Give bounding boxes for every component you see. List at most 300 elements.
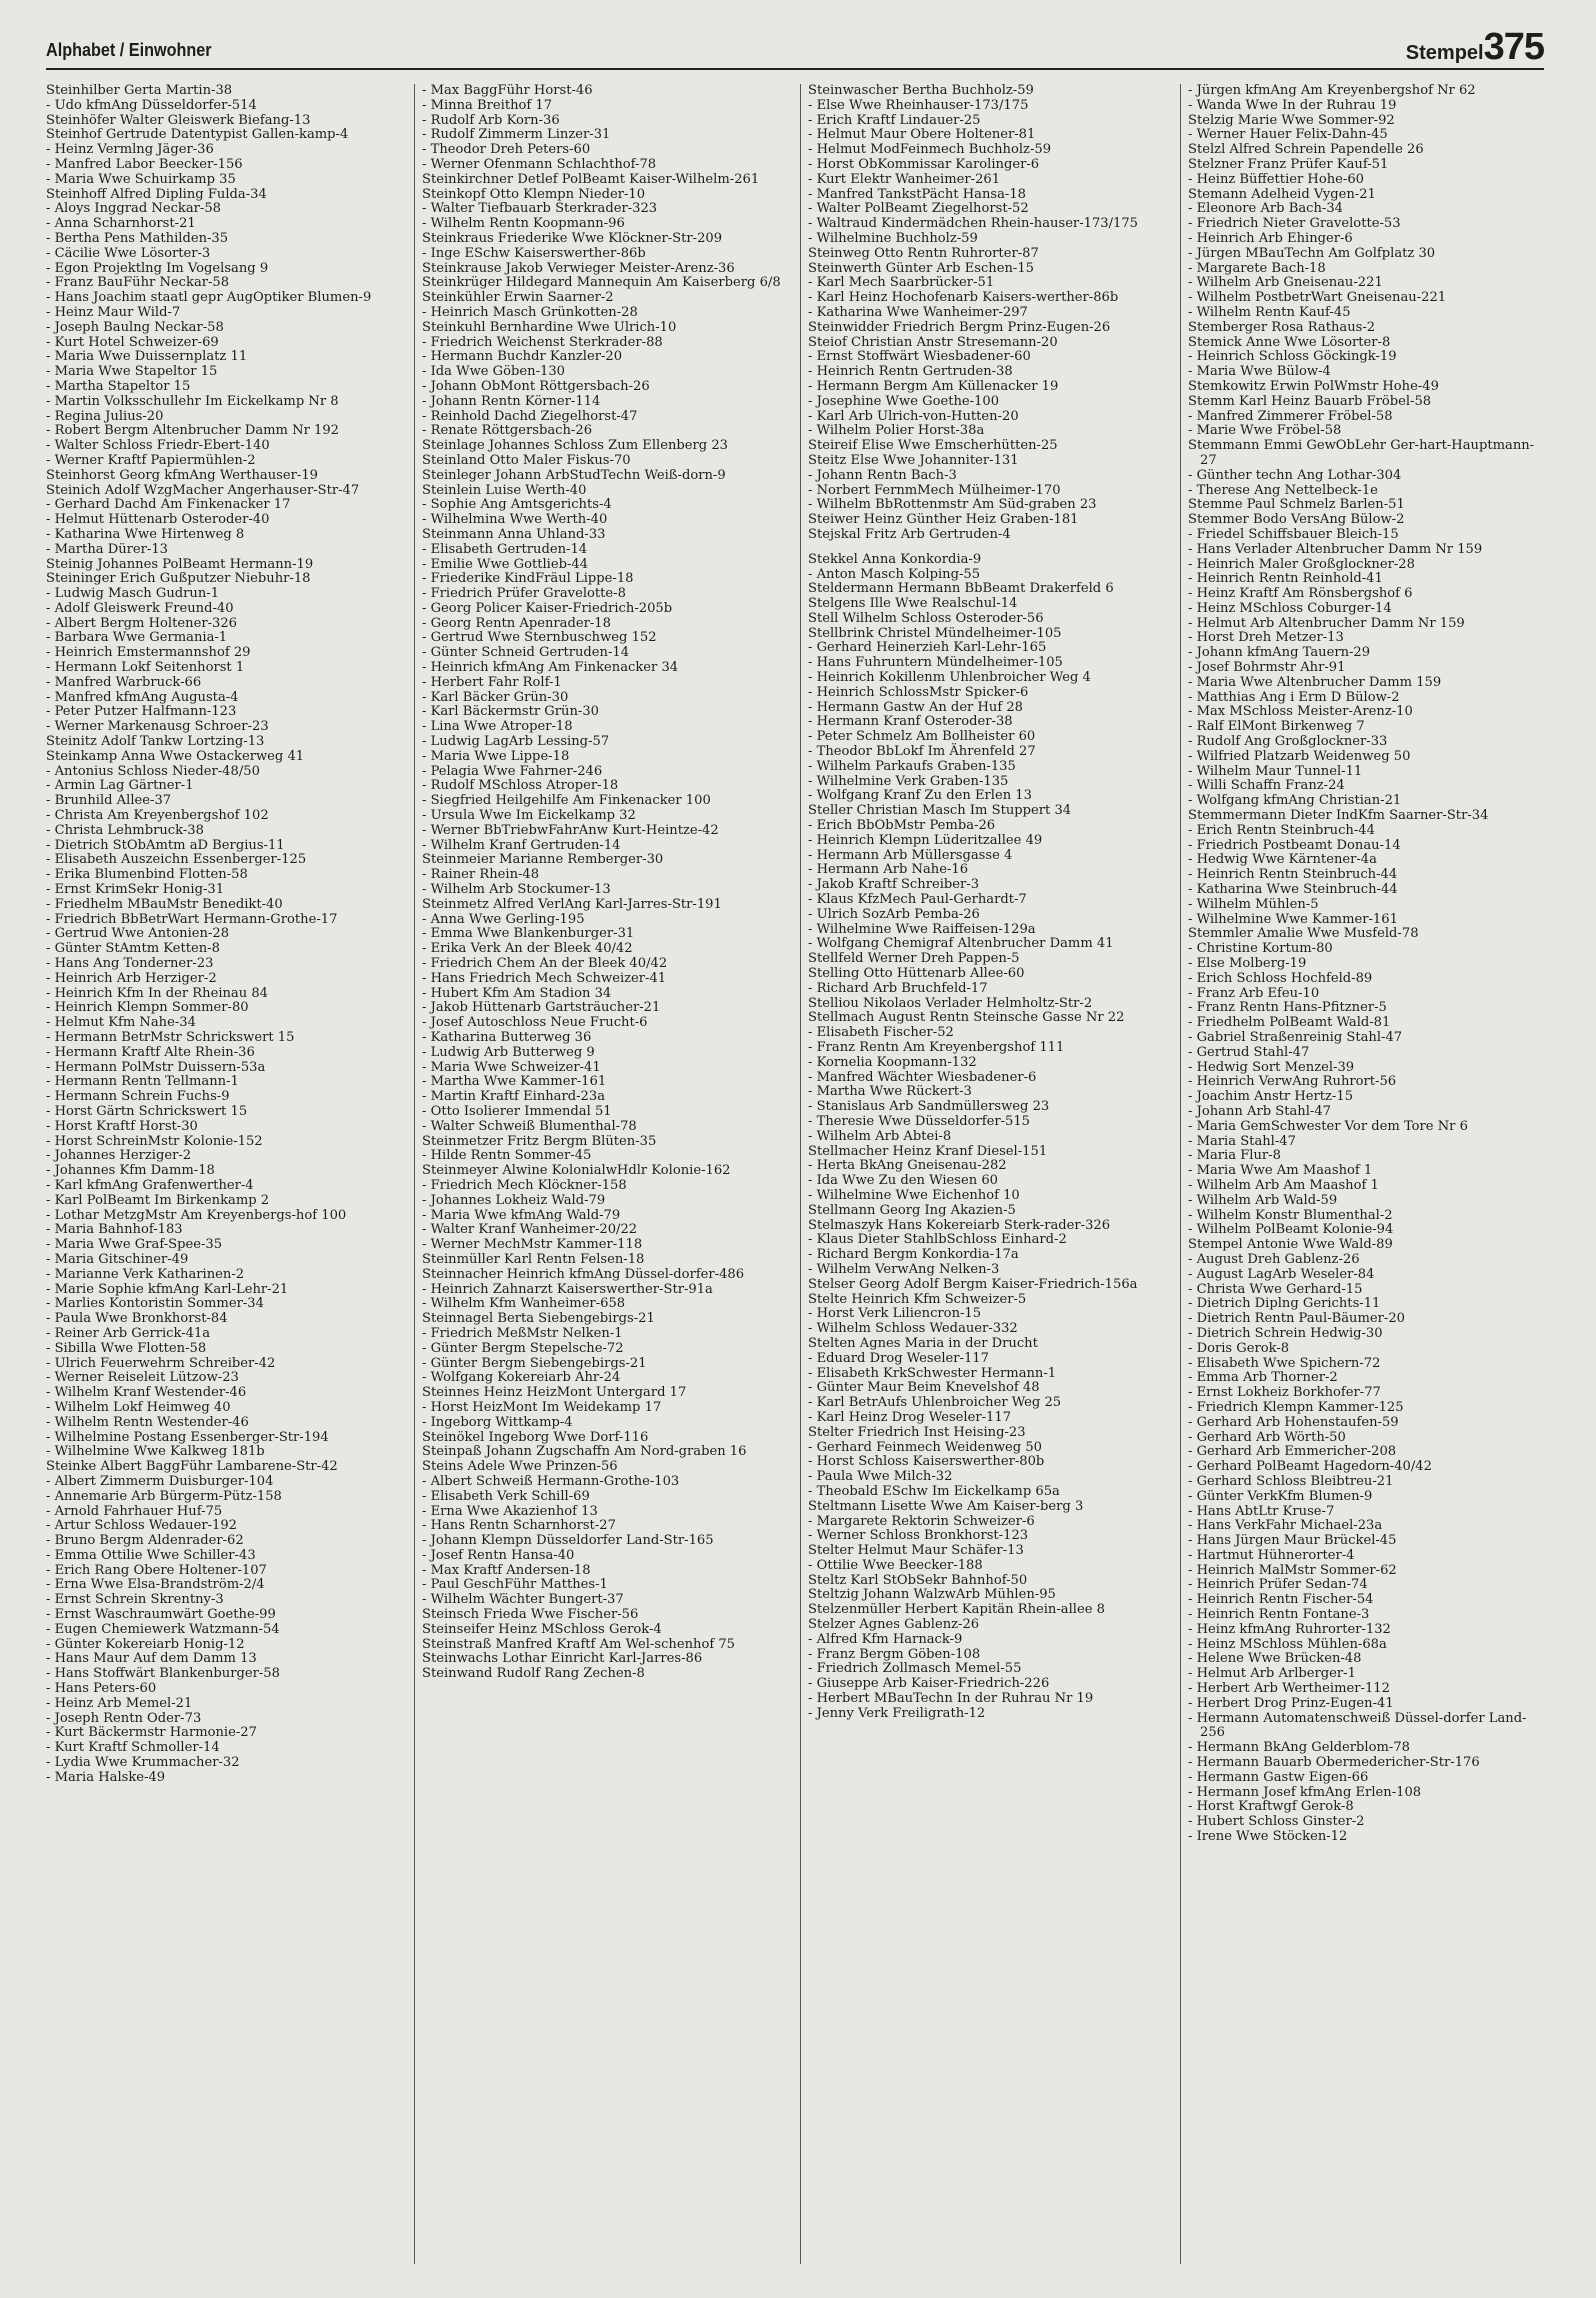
directory-entry: - Richard Bergm Konkordia-17a [808, 1247, 1019, 1263]
directory-entry: - Johannes Lokheiz Wald-79 [422, 1192, 606, 1208]
directory-entry: - Ottilie Wwe Beecker-188 [808, 1557, 983, 1573]
directory-entry: - Gerhard PolBeamt Hagedorn-40/42 [1188, 1459, 1432, 1475]
directory-entry: - Franz BauFühr Neckar-58 [46, 275, 230, 291]
directory-entry: - Willi Schaffn Franz-24 [1188, 778, 1345, 794]
directory-entry: Steinwerth Günter Arb Eschen-15 [808, 260, 1035, 276]
directory-entry: - Josef Rentn Hansa-40 [422, 1547, 575, 1563]
directory-entry: - Hans Friedrich Mech Schweizer-41 [422, 970, 667, 986]
directory-entry: - Erich Rentn Steinbruch-44 [1188, 822, 1375, 838]
column-2 [422, 84, 782, 2264]
directory-entry: - Karl PolBeamt Im Birkenkamp 2 [46, 1192, 270, 1208]
directory-entry: Stellmach August Rentn Steinsche Gasse Nr 22 [808, 1010, 1125, 1026]
directory-entry: - Wilhelm Mühlen-5 [1188, 896, 1319, 912]
directory-entry: - Maria GemSchwester Vor dem Tore Nr 6 [1188, 1118, 1468, 1134]
directory-entry: - Heinrich Schloss Göckingk-19 [1188, 349, 1397, 365]
directory-entry: Steinkuhl Bernhardine Wwe Ulrich-10 [422, 319, 677, 335]
directory-entry: - Otto Isolierer Immendal 51 [422, 1103, 612, 1119]
directory-entry: Steinwachs Lothar Einricht Karl-Jarres-86 [422, 1651, 703, 1667]
directory-entry: Stellfeld Werner Dreh Pappen-5 [808, 951, 1020, 967]
directory-entry: - Katharina Wwe Steinbruch-44 [1188, 882, 1398, 898]
directory-entry: - Günter Bergm Siebengebirgs-21 [422, 1355, 647, 1371]
directory-entry: - Karl BetrAufs Uhlenbroicher Weg 25 [808, 1395, 1062, 1411]
directory-entry: - Emma Ottilie Wwe Schiller-43 [46, 1547, 256, 1563]
directory-entry: - Horst Schloss Kaiserswerther-80b [808, 1454, 1045, 1470]
directory-entry: - Manfred Zimmerer Fröbel-58 [1188, 408, 1393, 424]
directory-entry: - Heinrich Zahnarzt Kaiserswerther-Str-91a [422, 1281, 713, 1297]
directory-entry: - Rudolf MSchloss Atroper-18 [422, 778, 619, 794]
directory-entry: - Ulrich SozArb Pemba-26 [808, 906, 980, 922]
directory-entry: Stelzner Franz Prüfer Kauf-51 [1188, 156, 1389, 172]
directory-entry: - Wilhelm Arb Am Maashof 1 [1188, 1177, 1379, 1193]
directory-entry: - Dietrich Rentn Paul-Bäumer-20 [1188, 1311, 1405, 1327]
directory-entry: - Friederike KindFräul Lippe-18 [422, 571, 634, 587]
directory-entry: - Werner Kraftf Papiermühlen-2 [46, 452, 256, 468]
directory-entry: Stelte Heinrich Kfm Schweizer-5 [808, 1291, 1027, 1307]
directory-entry: - Johann Klempn Düsseldorfer Land-Str-165 [422, 1533, 714, 1549]
directory-entry: - Wilhelm Lokf Heimweg 40 [46, 1399, 231, 1415]
directory-entry: - Horst Gärtn Schrickswert 15 [46, 1103, 248, 1119]
directory-entry: - Wilhelm Schloss Wedauer-332 [808, 1321, 1018, 1337]
directory-entry: - Heinrich Klempn Sommer-80 [46, 1000, 249, 1016]
directory-entry: - Günter Bergm Stepelsche-72 [422, 1340, 624, 1356]
directory-entry: - Manfred TankstPächt Hansa-18 [808, 186, 1026, 202]
directory-entry: Steitz Else Wwe Johanniter-131 [808, 452, 1019, 468]
directory-entry: - Brunhild Allee-37 [46, 793, 172, 809]
directory-entry: - Cäcilie Wwe Lösorter-3 [46, 245, 211, 261]
running-head [1406, 26, 1544, 69]
directory-entry: - Friedrich Mech Klöckner-158 [422, 1177, 627, 1193]
directory-entry: - Herbert Fahr Rolf-1 [422, 674, 562, 690]
directory-entry: - Marianne Verk Katharinen-2 [46, 1266, 245, 1282]
directory-entry: - Paul GeschFühr Matthes-1 [422, 1577, 608, 1593]
directory-entry: - Ludwig LagArb Lessing-57 [422, 734, 610, 750]
directory-entry: - Christine Kortum-80 [1188, 941, 1333, 957]
directory-entry: - Georg Rentn Apenrader-18 [422, 615, 611, 631]
directory-entry: - Erich Kraftf Lindauer-25 [808, 112, 981, 128]
directory-entry: Steinpaß Johann Zugschaffn Am Nord-graben 16 [422, 1444, 747, 1460]
directory-entry: - Georg Policer Kaiser-Friedrich-205b [422, 600, 673, 616]
directory-entry: - Werner Reiseleit Lützow-23 [46, 1370, 239, 1386]
directory-entry: - Friedrich Klempn Kammer-125 [1188, 1399, 1404, 1415]
directory-entry: - Elisabeth Gertruden-14 [422, 541, 588, 557]
directory-entry: - Richard Arb Bruchfeld-17 [808, 980, 988, 996]
directory-entry: - Elisabeth Fischer-52 [808, 1025, 954, 1041]
directory-entry: Steinitz Adolf Tankw Lortzing-13 [46, 734, 265, 750]
directory-entry: - Josef Autoschloss Neue Frucht-6 [422, 1015, 648, 1031]
directory-entry: - Heinrich Rentn Fontane-3 [1188, 1607, 1370, 1623]
directory-entry: - Friedrich Weichenst Sterkrader-88 [422, 334, 663, 350]
directory-entry: - August Dreh Gablenz-26 [1188, 1251, 1360, 1267]
directory-entry: - Katharina Butterweg 36 [422, 1030, 592, 1045]
directory-entry: - Heinz MSchloss Mühlen-68a [1188, 1636, 1387, 1652]
directory-entry: Steiwer Heinz Günther Heiz Graben-181 [808, 512, 1079, 528]
directory-entry: - Friedrich Zollmasch Memel-55 [808, 1661, 1022, 1677]
directory-entry: - Wilhelm Arb Stockumer-13 [422, 882, 611, 898]
directory-entry: - Sibilla Wwe Flotten-58 [46, 1340, 207, 1356]
directory-entry: - Artur Schloss Wedauer-192 [46, 1518, 238, 1534]
directory-entry: - Elisabeth KrkSchwester Hermann-1 [808, 1365, 1057, 1381]
directory-entry: Steinlage Johannes Schloss Zum Ellenberg 23 [422, 438, 728, 454]
directory-entry: - Heinrich Rentn Fischer-54 [1188, 1592, 1374, 1608]
directory-entry: - Adolf Gleiswerk Freund-40 [46, 600, 234, 616]
directory-entry: - Albert Zimmerm Duisburger-104 [46, 1473, 274, 1489]
directory-entry: - Maria Wwe Schweizer-41 [422, 1059, 601, 1075]
directory-entry: - Ludwig Masch Gudrun-1 [46, 586, 220, 602]
directory-entry: - Theresie Wwe Düsseldorfer-515 [808, 1113, 1031, 1129]
directory-entry: - Friedrich Prüfer Gravelotte-8 [422, 586, 626, 602]
directory-entry: - Heinrich Rentn Gertruden-38 [808, 364, 1013, 380]
directory-entry: - Wolfgang kfmAng Christian-21 [1188, 793, 1402, 809]
directory-entry: - Hermann Lokf Seitenhorst 1 [46, 660, 245, 676]
directory-entry: - Karl Bäckermstr Grün-30 [422, 704, 599, 720]
directory-entry: - Max Kraftf Andersen-18 [422, 1562, 591, 1578]
directory-entry: - Katharina Wwe Hirtenweg 8 [46, 526, 245, 542]
directory-entry: - Hermann Buchdr Kanzler-20 [422, 349, 623, 365]
directory-entry: - Kurt Hotel Schweizer-69 [46, 334, 219, 350]
directory-entry: - Wilhelmine Wwe Eichenhof 10 [808, 1187, 1020, 1203]
directory-entry: - Heinrich Arb Herziger-2 [46, 970, 217, 986]
directory-entry: Steinhoff Alfred Dipling Fulda-34 [46, 186, 267, 202]
directory-entry: - Manfred Warbruck-66 [46, 674, 202, 690]
directory-entry: - Heinz MSchloss Coburger-14 [1188, 600, 1392, 616]
directory-entry: - Barbara Wwe Germania-1 [46, 630, 228, 646]
directory-entry: - Albert Bergm Holtener-326 [46, 615, 237, 631]
directory-entry: Stelten Agnes Maria in der Drucht [808, 1335, 1038, 1351]
directory-entry: - Maria Wwe Bülow-4 [1188, 364, 1331, 380]
directory-entry: - Christa Am Kreyenbergshof 102 [46, 808, 269, 824]
directory-entry: - Maria Halske-49 [46, 1769, 166, 1785]
directory-entry: - Wolfgang Chemigraf Altenbrucher Damm 41 [808, 936, 1114, 952]
directory-entry: - Gerhard Arb Wörth-50 [1188, 1429, 1346, 1445]
directory-entry: - Dietrich Schrein Hedwig-30 [1188, 1325, 1383, 1341]
directory-entry: - Martha Wwe Rückert-3 [808, 1084, 972, 1100]
directory-entry: - Friedrich BbBetrWart Hermann-Grothe-17 [46, 911, 338, 927]
directory-entry: Steinnes Heinz HeizMont Untergard 17 [422, 1385, 687, 1401]
directory-entry: - Theodor Dreh Peters-60 [422, 142, 591, 158]
directory-entry: - Wilhelm Polier Horst-38a [808, 423, 985, 439]
directory-entry: - Wolfgang Kranf Zu den Erlen 13 [808, 788, 1032, 804]
directory-entry: Stemme Paul Schmelz Barlen-51 [1188, 497, 1405, 513]
directory-entry: - Wilhelm Arb Abtei-8 [808, 1128, 952, 1144]
directory-entry: - Hedwig Sort Menzel-39 [1188, 1059, 1355, 1075]
directory-entry: - Maria Wwe Graf-Spee-35 [46, 1237, 223, 1253]
directory-entry: - Josephine Wwe Goethe-100 [808, 393, 1000, 409]
directory-entry: Steinig Johannes PolBeamt Hermann-19 [46, 556, 314, 572]
directory-entry: - Reinhold Dachd Ziegelhorst-47 [422, 408, 638, 424]
directory-entry: - Hans Maur Auf dem Damm 13 [46, 1651, 257, 1667]
directory-entry: - Manfred kfmAng Augusta-4 [46, 689, 239, 705]
directory-entry: - Wilhelm Maur Tunnel-11 [1188, 763, 1363, 779]
directory-entry: - Hermann BkAng Gelderblom-78 [1188, 1740, 1410, 1756]
directory-entry: - Hermann Bauarb Obermedericher-Str-176 [1188, 1755, 1480, 1771]
directory-entry: Stelter Helmut Maur Schäfer-13 [808, 1543, 1024, 1559]
directory-entry: - Gerhard Dachd Am Finkenacker 17 [46, 497, 291, 513]
directory-entry: - Theodor BbLokf Im Ährenfeld 27 [808, 744, 1036, 760]
directory-entry: - Maria Wwe Am Maashof 1 [1188, 1163, 1373, 1179]
directory-entry: - Emma Wwe Blankenburger-31 [422, 926, 635, 942]
directory-entry: Steinmeier Marianne Remberger-30 [422, 852, 664, 868]
directory-entry: - Paula Wwe Milch-32 [808, 1469, 953, 1485]
directory-entry: Stemann Adelheid Vygen-21 [1188, 186, 1376, 202]
directory-entry: - Walter PolBeamt Ziegelhorst-52 [808, 201, 1029, 217]
column-1 [46, 84, 406, 2264]
directory-entry: Steinkamp Anna Wwe Ostackerweg 41 [46, 748, 305, 764]
directory-entry: - Hermann BetrMstr Schrickswert 15 [46, 1030, 295, 1045]
directory-entry: Steinwand Rudolf Rang Zechen-8 [422, 1666, 645, 1682]
directory-entry: - Karl Heinz Drog Weseler-117 [808, 1409, 1012, 1425]
directory-entry: - Emilie Wwe Gottlieb-44 [422, 556, 589, 572]
directory-entry: - Regina Julius-20 [46, 408, 164, 424]
directory-entry: - Maria Gitschiner-49 [46, 1251, 189, 1267]
directory-entry: - Elisabeth Auszeichn Essenberger-125 [46, 852, 307, 868]
directory-entry: - Johann kfmAng Tauern-29 [1188, 645, 1371, 661]
directory-entry: - Bertha Pens Mathilden-35 [46, 230, 229, 246]
directory-entry: - Johann ObMont Röttgersbach-26 [422, 378, 650, 394]
directory-entry: - Friedhelm PolBeamt Wald-81 [1188, 1015, 1391, 1031]
directory-entry: Steinstraß Manfred Kraftf Am Wel-schenhof 75 [422, 1636, 736, 1652]
directory-entry: - Herbert Drog Prinz-Eugen-41 [1188, 1695, 1394, 1711]
directory-entry: - Sophie Ang Amtsgerichts-4 [422, 497, 612, 513]
directory-entry: - Heinrich kfmAng Am Finkenacker 34 [422, 660, 679, 676]
directory-entry: Stelling Otto Hüttenarb Allee-60 [808, 966, 1025, 982]
directory-entry: Stemmermann Dieter IndKfm Saarner-Str-34 [1188, 808, 1489, 824]
directory-entry: - Hans Verlader Altenbrucher Damm Nr 159 [1188, 541, 1483, 557]
directory-entry: - Walter Schweiß Blumenthal-78 [422, 1118, 637, 1134]
directory-entry: - Hans Stoffwärt Blankenburger-58 [46, 1666, 280, 1682]
directory-entry: - Horst ObKommissar Karolinger-6 [808, 156, 1040, 172]
directory-entry: - Hermann Schrein Fuchs-9 [46, 1089, 230, 1105]
directory-entry: - Günter Schneid Gertruden-14 [422, 645, 630, 661]
directory-entry: - Udo kfmAng Düsseldorfer-514 [46, 97, 257, 113]
directory-entry: - Helmut Arb Altenbrucher Damm Nr 159 [1188, 615, 1465, 631]
directory-entry: - Ulrich Feuerwehrm Schreiber-42 [46, 1355, 276, 1371]
directory-entry: - Karl Arb Ulrich-von-Hutten-20 [808, 408, 1019, 424]
directory-entry: - Helene Wwe Brücken-48 [1188, 1651, 1362, 1667]
directory-entry: - Jenny Verk Freiligrath-12 [808, 1705, 986, 1721]
directory-entry: - Maria Wwe Duissernplatz 11 [46, 349, 248, 365]
directory-entry: - August LagArb Weseler-84 [1188, 1266, 1375, 1282]
directory-entry: - Horst Kraftf Horst-30 [46, 1118, 198, 1134]
directory-entry: - Martin Volksschullehr Im Eickelkamp Nr 8 [46, 393, 339, 409]
directory-entry: - Irene Wwe Stöcken-12 [1188, 1829, 1348, 1845]
directory-entry: Stelser Georg Adolf Bergm Kaiser-Friedrich-156a [808, 1276, 1138, 1292]
directory-entry: - Therese Ang Nettelbeck-1e [1188, 482, 1378, 498]
directory-entry: - Heinz kfmAng Ruhrorter-132 [1188, 1621, 1391, 1637]
directory-entry: Steireif Elise Wwe Emscherhütten-25 [808, 438, 1058, 454]
directory-entry: - Wilhelmine Wwe Raiffeisen-129a [808, 921, 1036, 937]
directory-entry: - Maria Stahl-47 [1188, 1133, 1296, 1149]
directory-entry: - Bruno Bergm Aldenrader-62 [46, 1533, 244, 1549]
directory-entry: - Karl Heinz Hochofenarb Kaisers-werther-86b [808, 290, 1119, 306]
directory-entry: Stemmler Amalie Wwe Musfeld-78 [1188, 926, 1419, 942]
directory-entry: Steinmüller Karl Rentn Felsen-18 [422, 1251, 645, 1267]
directory-entry: - Erika Verk An der Bleek 40/42 [422, 941, 633, 957]
directory-entry: Steins Adele Wwe Prinzen-56 [422, 1459, 618, 1475]
directory-entry: - Heinz Arb Memel-21 [46, 1695, 193, 1711]
directory-entry: - Karl Bäcker Grün-30 [422, 689, 569, 705]
directory-entry: - Christa Wwe Gerhard-15 [1188, 1281, 1363, 1297]
directory-entry: - Eleonore Arb Bach-34 [1188, 201, 1343, 217]
directory-entry: - Erna Wwe Elsa-Brandström-2/4 [46, 1577, 265, 1593]
directory-entry: - Stanislaus Arb Sandmüllersweg 23 [808, 1099, 1050, 1115]
directory-entry: Steinweg Otto Rentn Ruhrorter-87 [808, 245, 1039, 261]
directory-entry: - Heinrich Kfm In der Rheinau 84 [46, 985, 268, 1001]
directory-entry: - Johann Rentn Bach-3 [808, 467, 957, 483]
directory-entry: - Erich Rang Obere Holtener-107 [46, 1562, 267, 1578]
directory-entry: Steltzig Johann WalzwArb Mühlen-95 [808, 1587, 1056, 1603]
directory-entry: - Matthias Ang i Erm D Bülow-2 [1188, 689, 1400, 705]
directory-entry: - Wilfried Platzarb Weidenweg 50 [1188, 748, 1411, 764]
directory-entry: - Walter Tiefbauarb Sterkrader-323 [422, 201, 658, 217]
directory-entry: - Hedwig Wwe Kärntener-4a [1188, 852, 1377, 868]
directory-entry: - Martin Kraftf Einhard-23a [422, 1089, 606, 1105]
directory-entry: - Jakob Hüttenarb Gartsträucher-21 [422, 1000, 661, 1016]
directory-entry: - Josef Bohrmstr Ahr-91 [1188, 660, 1346, 676]
directory-entry: - Friedrich Nieter Gravelotte-53 [1188, 216, 1401, 232]
directory-entry: - Horst SchreinMstr Kolonie-152 [46, 1133, 263, 1149]
directory-entry: Steller Christian Masch Im Stuppert 34 [808, 803, 1072, 819]
directory-entry: - Renate Röttgersbach-26 [422, 423, 593, 439]
directory-entry: - Hermann PolMstr Duissern-53a [46, 1059, 266, 1075]
directory-entry: - Johannes Herziger-2 [46, 1148, 192, 1164]
directory-entry: - Werner BbTriebwFahrAnw Kurt-Heintze-42 [422, 822, 719, 838]
directory-entry: - Hans AbtLtr Kruse-7 [1188, 1503, 1335, 1519]
directory-entry: Stemmer Bodo VersAng Bülow-2 [1188, 512, 1405, 528]
directory-entry: - Hermann Automatenschweiß Düssel-dorfer Land-256 [1188, 1710, 1527, 1741]
directory-entry: - Heinrich Prüfer Sedan-74 [1188, 1577, 1368, 1593]
directory-entry: - Gertrud Wwe Antonien-28 [46, 926, 230, 942]
directory-entry: - Franz Rentn Hans-Pfitzner-5 [1188, 1000, 1387, 1016]
directory-entry: - Helmut Arb Arlberger-1 [1188, 1666, 1356, 1682]
directory-entry: - Werner Schloss Bronkhorst-123 [808, 1528, 1029, 1544]
directory-entry: Steinhorst Georg kfmAng Werthauser-19 [46, 467, 318, 483]
directory-entry: Stellbrink Christel Mündelheimer-105 [808, 625, 1062, 641]
directory-entry: - Ernst KrimSekr Honig-31 [46, 882, 225, 898]
directory-entry: - Gerhard Arb Emmericher-208 [1188, 1444, 1397, 1460]
directory-entry: - Wilhelm Rentn Kauf-45 [1188, 304, 1351, 320]
directory-entry: - Wilhelm Kranf Westender-46 [46, 1385, 247, 1401]
directory-entry: - Wilhelmine Postang Essenberger-Str-194 [46, 1429, 329, 1445]
directory-entry: Steinkühler Erwin Saarner-2 [422, 290, 614, 306]
directory-entry: - Friedhelm MBauMstr Benedikt-40 [46, 896, 283, 912]
directory-entry: - Rudolf Arb Korn-36 [422, 112, 560, 128]
directory-entry: - Paula Wwe Bronkhorst-84 [46, 1311, 228, 1327]
directory-entry: Stelgens Ille Wwe Realschul-14 [808, 596, 1018, 612]
directory-entry: Steinwidder Friedrich Bergm Prinz-Eugen-26 [808, 319, 1111, 335]
directory-entry: - Ingeborg Wittkamp-4 [422, 1414, 573, 1430]
directory-entry: Steinlein Luise Werth-40 [422, 482, 587, 498]
directory-entry: - Heinrich Arb Ehinger-6 [1188, 230, 1353, 246]
directory-entry: Stelzig Marie Wwe Sommer-92 [1188, 112, 1395, 128]
directory-entry: - Wanda Wwe In der Ruhrau 19 [1188, 97, 1397, 113]
directory-entry: - Werner Hauer Felix-Dahn-45 [1188, 127, 1388, 143]
directory-entry: - Elisabeth Wwe Spichern-72 [1188, 1355, 1381, 1371]
directory-entry: Stempel Antonie Wwe Wald-89 [1188, 1237, 1393, 1253]
directory-entry: Stell Wilhelm Schloss Osteroder-56 [808, 610, 1044, 626]
directory-entry: - Heinrich VerwAng Ruhrort-56 [1188, 1074, 1397, 1090]
directory-entry: Stekkel Anna Konkordia-9 [808, 551, 982, 567]
directory-entry: - Hartmut Hühnerorter-4 [1188, 1547, 1355, 1563]
directory-entry: - Hermann Josef kfmAng Erlen-108 [1188, 1784, 1422, 1800]
directory-entry: - Walter Schloss Friedr-Ebert-140 [46, 438, 270, 454]
directory-entry: Steinhof Gertrude Datentypist Gallen-kamp-4 [46, 127, 349, 143]
directory-entry: - Jürgen kfmAng Am Kreyenbergshof Nr 62 [1188, 84, 1476, 98]
directory-entry: - Heinrich Maler Großglockner-28 [1188, 556, 1415, 572]
directory-entry: - Günter StAmtm Ketten-8 [46, 941, 220, 957]
directory-entry: - Kurt Bäckermstr Harmonie-27 [46, 1725, 257, 1741]
directory-entry: - Rainer Rhein-48 [422, 867, 540, 883]
directory-entry: - Margarete Rektorin Schweizer-6 [808, 1513, 1035, 1529]
directory-entry: Stemmann Emmi GewObLehr Ger-hart-Hauptmann-27 [1188, 438, 1535, 468]
directory-entry: Steinmeyer Alwine KolonialwHdlr Kolonie-162 [422, 1163, 731, 1179]
directory-entry: - Wilhelm Konstr Blumenthal-2 [1188, 1207, 1393, 1223]
directory-entry: - Wilhelmine Wwe Kalkweg 181b [46, 1444, 265, 1460]
directory-entry: - Kornelia Koopmann-132 [808, 1054, 977, 1070]
directory-entry: - Else Wwe Rheinhauser-173/175 [808, 97, 1029, 113]
directory-entry: - Klaus Dieter StahlbSchloss Einhard-2 [808, 1232, 1067, 1248]
directory-entry: Steinhöfer Walter Gleiswerk Biefang-13 [46, 112, 311, 128]
directory-entry: - Antonius Schloss Nieder-48/50 [46, 763, 260, 779]
directory-entry: - Kurt Elektr Wanheimer-261 [808, 171, 1001, 187]
directory-entry: - Horst Kraftwgf Gerok-8 [1188, 1799, 1354, 1815]
directory-entry: Steinkraus Friederike Wwe Klöckner-Str-209 [422, 230, 723, 246]
directory-entry: - Franz Rentn Am Kreyenbergshof 111 [808, 1040, 1065, 1055]
directory-entry: - Franz Arb Efeu-10 [1188, 985, 1320, 1001]
directory-entry: - Wilhelm PolBeamt Kolonie-94 [1188, 1222, 1394, 1238]
directory-entry: - Manfred Labor Beecker-156 [46, 156, 243, 172]
directory-entry: Stemberger Rosa Rathaus-2 [1188, 319, 1376, 335]
directory-entry: - Ida Wwe Göben-130 [422, 364, 566, 380]
directory-entry: - Johannes Kfm Damm-18 [46, 1163, 215, 1179]
directory-entry: - Erna Wwe Akazienhof 13 [422, 1503, 598, 1519]
directory-entry: - Albert Schweiß Hermann-Grothe-103 [422, 1473, 680, 1489]
directory-entry: - Heinrich Kokillenm Uhlenbroicher Weg 4 [808, 670, 1091, 686]
directory-entry: - Werner MechMstr Kammer-118 [422, 1237, 643, 1253]
directory-entry: - Johann Rentn Körner-114 [422, 393, 601, 409]
directory-entry: - Hermann Arb Nahe-16 [808, 862, 969, 878]
directory-entry: - Werner Ofenmann Schlachthof-78 [422, 156, 657, 172]
directory-entry: - Armin Lag Gärtner-1 [46, 778, 194, 794]
directory-entry: - Wilhelm Kfm Wanheimer-658 [422, 1296, 626, 1312]
directory-entry: - Heinz Vermlng Jäger-36 [46, 142, 214, 158]
directory-entry: - Dietrich Diplng Gerichts-11 [1188, 1296, 1381, 1312]
directory-entry: - Else Molberg-19 [1188, 956, 1307, 972]
directory-entry: - Herta BkAng Gneisenau-282 [808, 1158, 1007, 1174]
directory-entry: - Hilde Rentn Sommer-45 [422, 1148, 592, 1164]
directory-entry: Steinsch Frieda Wwe Fischer-56 [422, 1607, 639, 1623]
directory-entry: - Friedel Schiffsbauer Bleich-15 [1188, 526, 1399, 542]
directory-entry: Steinmetzer Fritz Bergm Blüten-35 [422, 1133, 657, 1149]
directory-entry: - Walter Kranf Wanheimer-20/22 [422, 1222, 638, 1238]
directory-entry: - Siegfried Heilgehilfe Am Finkenacker 100 [422, 793, 711, 809]
directory-entry: - Katharina Wwe Wanheimer-297 [808, 304, 1028, 320]
directory-entry: - Wilhelmina Wwe Werth-40 [422, 512, 608, 528]
directory-entry: Steinleger Johann ArbStudTechn Weiß-dorn-9 [422, 467, 726, 483]
directory-entry: - Marie Sophie kfmAng Karl-Lehr-21 [46, 1281, 289, 1297]
directory-entry: - Peter Putzer Halfmann-123 [46, 704, 237, 720]
directory-entry: Steinich Adolf WzgMacher Angerhauser-Str-47 [46, 482, 360, 498]
directory-entry: - Hans Rentn Scharnhorst-27 [422, 1518, 616, 1534]
directory-entry: - Gerhard Schloss Bleibtreu-21 [1188, 1473, 1394, 1489]
directory-entry: - Wolfgang Kokereiarb Ahr-24 [422, 1370, 621, 1386]
directory-entry: - Pelagia Wwe Fahrner-246 [422, 763, 603, 779]
directory-entry: - Eugen Chemiewerk Watzmann-54 [46, 1621, 280, 1637]
directory-entry: Steinseifer Heinz MSchloss Gerok-4 [422, 1621, 662, 1637]
directory-entry: - Ernst Stoffwärt Wiesbadener-60 [808, 349, 1031, 365]
directory-entry: Steltz Karl StObSekr Bahnhof-50 [808, 1572, 1028, 1588]
column-4 [1188, 84, 1548, 2264]
directory-entry: - Dietrich StObAmtm aD Bergius-11 [46, 837, 285, 853]
